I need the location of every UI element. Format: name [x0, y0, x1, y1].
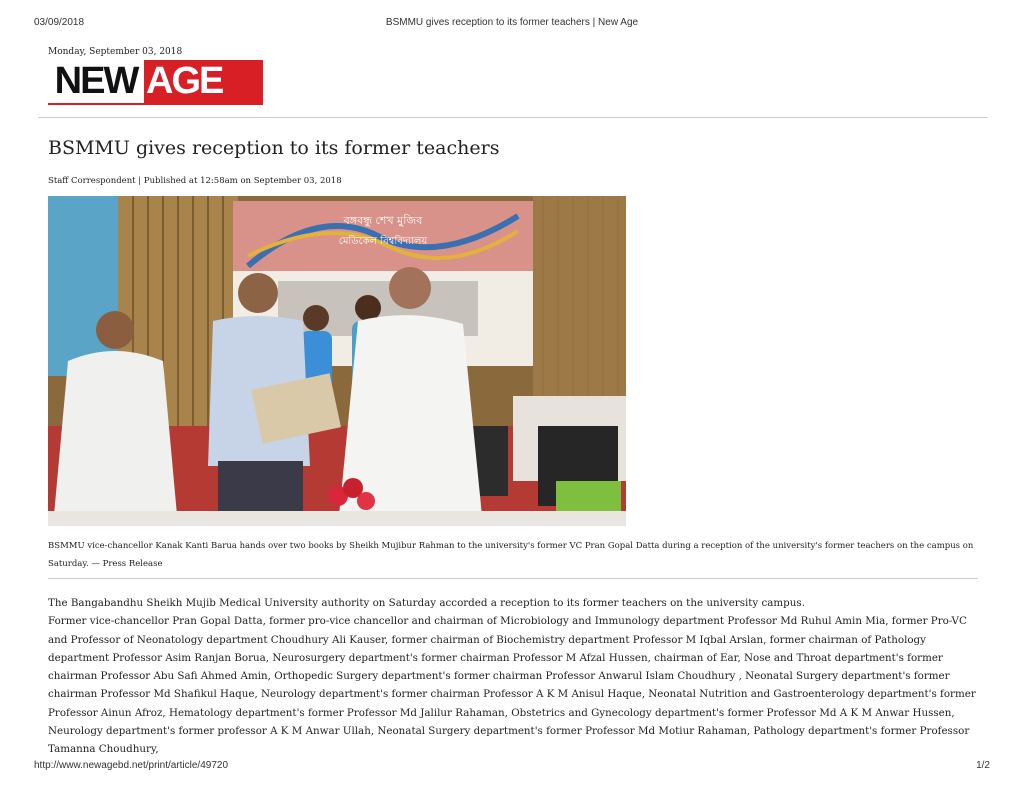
article-paragraph: Former vice-chancellor Pran Gopal Datta, former pro-vice chancellor and chairman of Microbiology and Immunology department Professor Md Ruhul Amin Mia, former Pro-VC and Professor of Neonatology department Choudhury Ali Kauser, former chairman of Biochemistry department Professor M Iqbal Arslan, former chairman of Pathology department Professor Asim Ranjan Borua, Neurosurgery department's former chairman Professor M Afzal Hussen, chairman of Ear, Nose and Throat department's former chairman Professor Abu Safi Ahmed Amin, Orthopedic Surgery department's former chairman Professor Anwarul Islam Choudhury , Neonatal Surgery department's former chairman Professor Md Shafikul Haque, Neurology department's former chairman Professor A K M Anisul Haque, Neonatal Nutrition and Gastroenterology department's former Professor Ainun Afroz, Hematology department's former Professor Md Jalilur Rahaman, Obstetrics and Gynecology department's former Professor Md A K M Anwar Hussen, Neurology department's former professor A K M Anwar Ullah, Neonatal Surgery department's former Professor Md Motiur Rahaman, Pathology department's former Professor Tamanna Choudhury, — [48, 615, 976, 756]
article-paragraph: The Bangabandhu Sheikh Mujib Medical University authority on Saturday accorded a reception to its former teachers on the university campus. — [48, 597, 805, 609]
print-page-number: 1/2 — [976, 760, 990, 771]
header-divider — [38, 117, 988, 118]
banner-text-2: মেডিকেল বিশ্ববিদ্যালয় — [338, 236, 428, 247]
photo-caption: BSMMU vice-chancellor Kanak Kanti Barua hands over two books by Sheikh Mujibur Rahman to the university's former VC Pran Gopal Datta during a reception of the university's former teachers on the campus on Saturday. — Press Release — [48, 541, 974, 569]
article-byline: Staff Correspondent | Published at 12:58am on September 03, 2018 — [48, 176, 342, 186]
logo-new-text: NEW — [48, 60, 144, 103]
print-date: 03/09/2018 — [34, 17, 85, 28]
article-photo — [48, 196, 626, 526]
print-url[interactable]: http://www.newagebd.net/print/article/49720 — [34, 760, 229, 771]
print-page-title: BSMMU gives reception to its former teachers | New Age — [385, 17, 639, 28]
publication-date: Monday, September 03, 2018 — [48, 47, 183, 57]
caption-divider — [48, 578, 978, 579]
article-headline: BSMMU gives reception to its former teachers — [48, 137, 500, 159]
banner-text-1: বঙ্গবন্ধু শেখ মুজিব — [343, 214, 423, 227]
print-header — [0, 17, 1024, 31]
article-body — [48, 594, 983, 759]
logo-age-text: AGE — [144, 60, 263, 103]
newage-logo[interactable] — [48, 60, 263, 105]
photo-illustration — [48, 196, 626, 526]
